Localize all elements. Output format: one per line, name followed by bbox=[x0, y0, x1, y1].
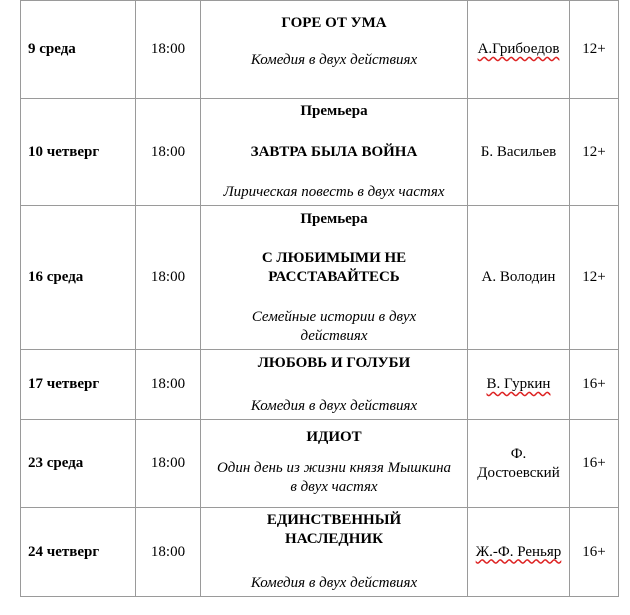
date-cell: 10 четверг bbox=[21, 99, 136, 206]
show-genre: Комедия в двух действиях bbox=[250, 51, 418, 68]
show-genre: Один день из жизни князя Мышкина в двух частях bbox=[216, 459, 452, 495]
show-title: ЗАВТРА БЫЛА ВОЙНА bbox=[250, 143, 418, 160]
show-title: ЕДИНСТВЕННЫЙ НАСЛЕДНИК bbox=[266, 512, 402, 547]
table-row bbox=[21, 1, 619, 99]
date-cell: 17 четверг bbox=[21, 350, 136, 420]
author-cell bbox=[468, 350, 570, 420]
show-title: ГОРЕ ОТ УМА bbox=[281, 14, 387, 31]
author-cell: Ф. Достоевский bbox=[468, 420, 570, 508]
show-cell bbox=[201, 99, 468, 206]
table-row bbox=[21, 99, 619, 206]
show-genre: Лирическая повесть в двух частях bbox=[223, 184, 445, 200]
date-cell: 24 четверг bbox=[21, 508, 136, 597]
table-row bbox=[21, 508, 619, 597]
author-name: В. Гуркин bbox=[486, 376, 551, 392]
show-cell bbox=[201, 350, 468, 420]
table-row bbox=[21, 350, 619, 420]
time-cell: 18:00 bbox=[136, 508, 201, 597]
show-genre: Семейные истории в двух действиях bbox=[251, 308, 417, 344]
author-cell: Б. Васильев bbox=[468, 99, 570, 206]
age-rating: 12+ bbox=[570, 99, 619, 206]
age-rating: 16+ bbox=[570, 350, 619, 420]
time-cell: 18:00 bbox=[136, 420, 201, 508]
table-row bbox=[21, 206, 619, 350]
show-cell bbox=[201, 420, 468, 508]
show-genre: Комедия в двух действиях bbox=[250, 575, 418, 591]
age-rating: 12+ bbox=[570, 206, 619, 350]
author-cell bbox=[468, 508, 570, 597]
author-cell bbox=[468, 1, 570, 99]
author-name: А.Грибоедов bbox=[477, 41, 560, 57]
schedule-table bbox=[20, 0, 619, 597]
show-cell bbox=[201, 1, 468, 99]
age-rating: 16+ bbox=[570, 508, 619, 597]
show-cell bbox=[201, 206, 468, 350]
author-name: Ж.-Ф. Реньяр bbox=[475, 543, 562, 560]
time-cell: 18:00 bbox=[136, 99, 201, 206]
date-cell: 9 среда bbox=[21, 1, 136, 99]
table-row bbox=[21, 420, 619, 508]
time-cell: 18:00 bbox=[136, 350, 201, 420]
show-cell bbox=[201, 508, 468, 597]
premiere-label: Премьера bbox=[300, 210, 368, 227]
show-genre: Комедия в двух действиях bbox=[250, 397, 418, 414]
author-cell: А. Володин bbox=[468, 206, 570, 350]
show-title: ИДИОТ bbox=[306, 428, 362, 445]
age-rating: 12+ bbox=[570, 1, 619, 99]
time-cell: 18:00 bbox=[136, 1, 201, 99]
premiere-label: Премьера bbox=[300, 103, 368, 119]
show-title: С ЛЮБИМЫМИ НЕ РАССТАВАЙТЕСЬ bbox=[261, 250, 407, 285]
time-cell: 18:00 bbox=[136, 206, 201, 350]
date-cell: 16 среда bbox=[21, 206, 136, 350]
show-title: ЛЮБОВЬ И ГОЛУБИ bbox=[257, 354, 411, 371]
age-rating: 16+ bbox=[570, 420, 619, 508]
date-cell: 23 среда bbox=[21, 420, 136, 508]
